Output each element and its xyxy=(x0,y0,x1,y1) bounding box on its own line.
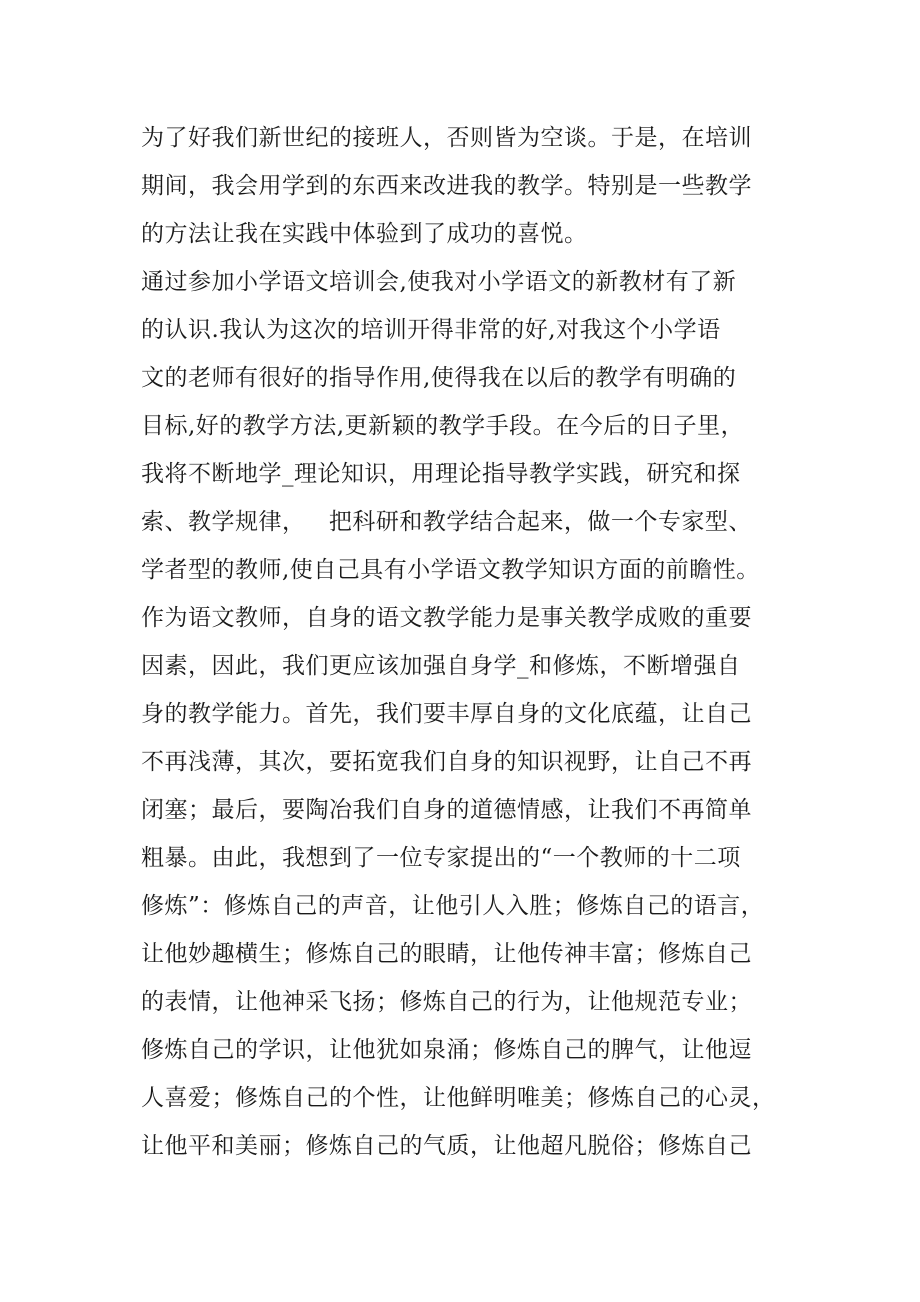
text-line: 目标,好的教学方法,更新颖的教学手段。在今后的日子里， xyxy=(141,413,745,439)
text-line: 因素，因此，我们更应该加强自身学_和修炼，不断增强自 xyxy=(141,653,741,679)
text-line: 修炼自己的学识，让他犹如泉涌；修炼自己的脾气，让他逗 xyxy=(141,1037,752,1063)
body-text xyxy=(141,114,801,1170)
text-line: 通过参加小学语文培训会,使我对小学语文的新教材有了新 xyxy=(141,269,737,295)
text-line: 身的教学能力。首先，我们要丰厚自身的文化底蕴，让自己 xyxy=(141,701,752,727)
text-line: 不再浅薄，其次，要拓宽我们自身的知识视野，让自己不再 xyxy=(141,749,752,775)
text-line: 学者型的教师,使自己具有小学语文教学知识方面的前瞻性。 xyxy=(141,557,760,583)
text-line: 的表情，让他神采飞扬；修炼自己的行为，让他规范专业； xyxy=(141,989,752,1015)
text-line: 的方法让我在实践中体验到了成功的喜悦。 xyxy=(141,221,588,247)
text-line: 文的老师有很好的指导作用,使得我在以后的教学有明确的 xyxy=(141,365,737,391)
text-line: 让他妙趣横生；修炼自己的眼睛，让他传神丰富；修炼自己 xyxy=(141,941,752,967)
text-line: 修炼”：修炼自己的声音，让他引人入胜；修炼自己的语言， xyxy=(141,893,765,919)
text-line: 期间，我会用学到的东西来改进我的教学。特别是一些教学 xyxy=(141,173,752,199)
text-line: 索、教学规律， 把科研和教学结合起来，做一个专家型、 xyxy=(141,509,752,535)
text-line: 的认识.我认为这次的培训开得非常的好,对我这个小学语 xyxy=(141,317,721,343)
text-line: 让他平和美丽；修炼自己的气质，让他超凡脱俗；修炼自己 xyxy=(141,1133,752,1159)
text-line: 我将不断地学_理论知识，用理论指导教学实践，研究和探 xyxy=(141,461,741,487)
text-line: 为了好我们新世纪的接班人，否则皆为空谈。于是，在培训 xyxy=(141,125,752,151)
text-line: 人喜爱；修炼自己的个性，让他鲜明唯美；修炼自己的心灵， xyxy=(141,1085,776,1111)
text-line: 闭塞；最后，要陶冶我们自身的道德情感，让我们不再简单 xyxy=(141,797,752,823)
text-line: 作为语文教师，自身的语文教学能力是事关教学成败的重要 xyxy=(141,605,752,631)
text-line: 粗暴。由此，我想到了一位专家提出的“一个教师的十二项 xyxy=(141,845,741,871)
